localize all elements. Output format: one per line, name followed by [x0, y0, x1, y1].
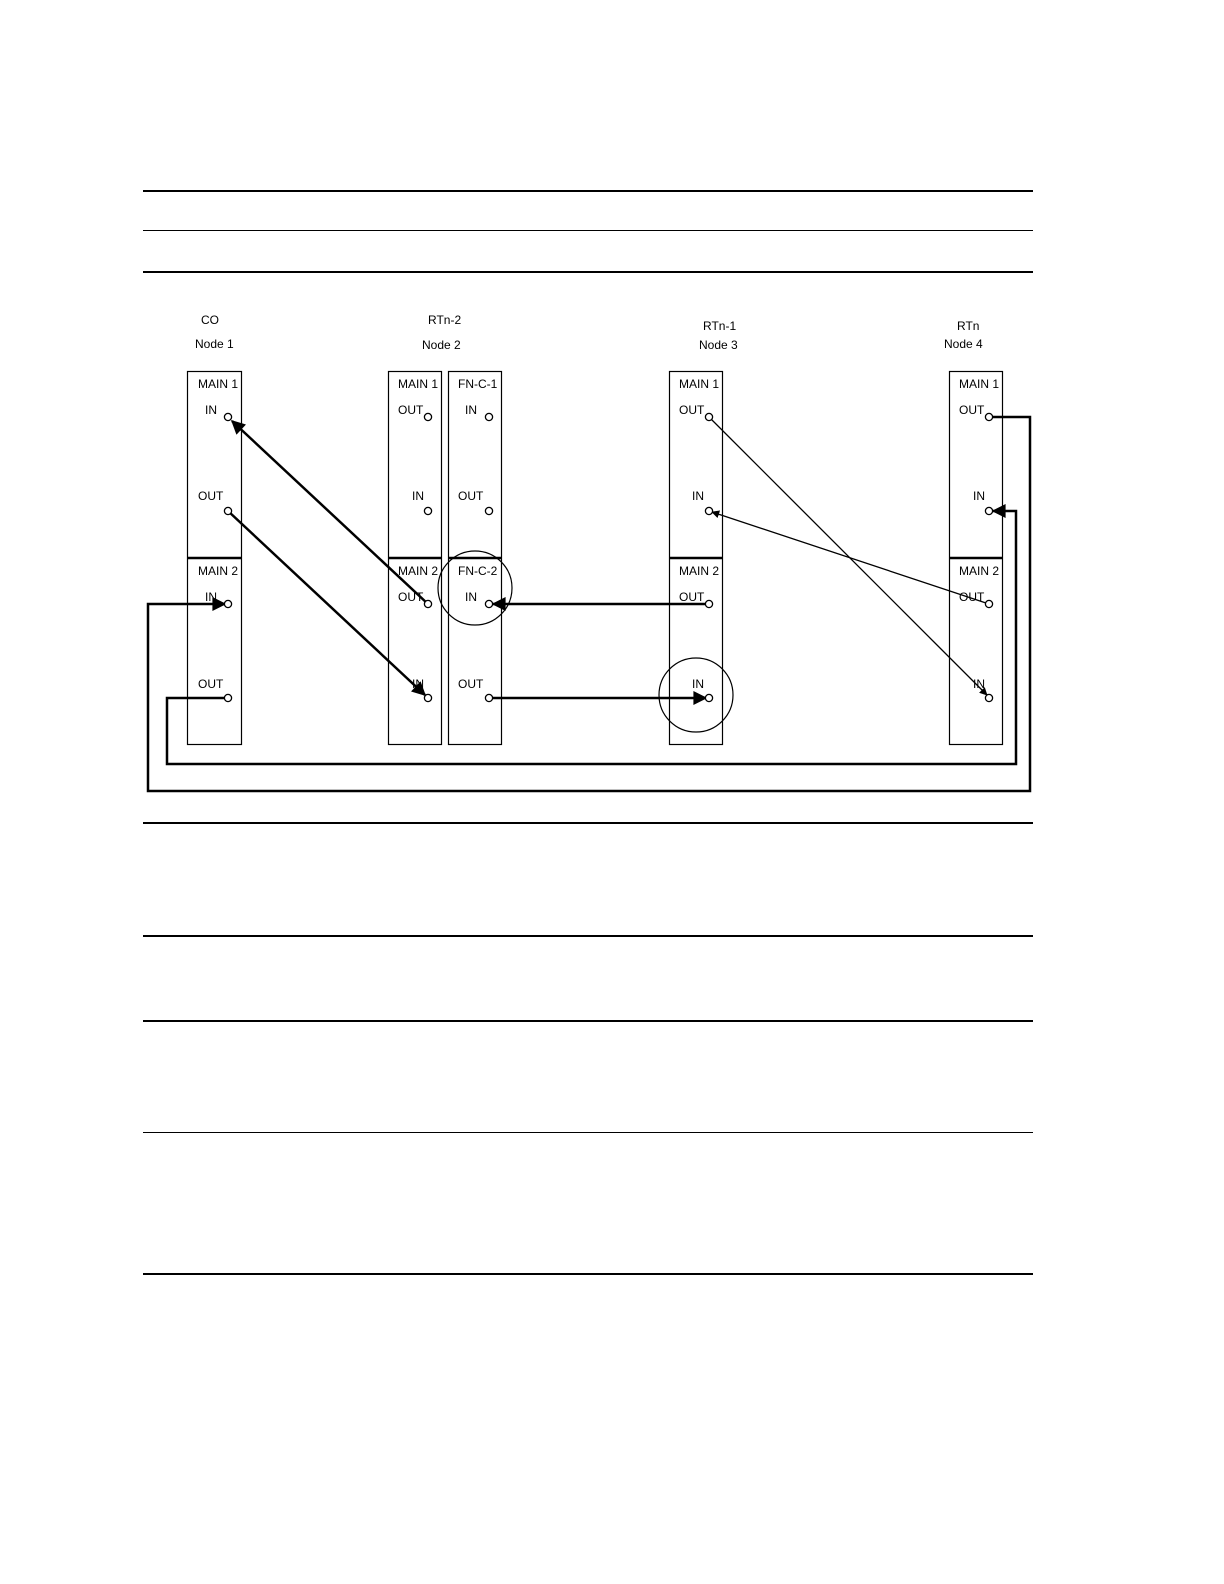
node-4-main1-out-label: OUT [959, 403, 985, 417]
fiber-n3-main1-out-to-n4-main2-in [709, 417, 987, 695]
node-2-fnc1-out-label: OUT [458, 489, 484, 503]
node-2-main2-out-label: OUT [398, 590, 424, 604]
node-2-fnc2-label: FN-C-2 [458, 564, 498, 578]
node-4-main2-out-label: OUT [959, 590, 985, 604]
node-1-main2-label: MAIN 2 [198, 564, 239, 578]
port-n2-fnc2-out [485, 694, 492, 701]
node-2-main1-out-label: OUT [398, 403, 424, 417]
port-n2-fnc1-in [485, 413, 492, 420]
node-3-main1-label: MAIN 1 [679, 377, 720, 391]
node-4-name: RTn [957, 319, 980, 333]
node-2-fnc2-out-label: OUT [458, 677, 484, 691]
node-2-label: Node 2 [422, 338, 461, 352]
node-4-header [944, 319, 983, 351]
node-4-label: Node 4 [944, 337, 983, 351]
port-n2-main1-out [424, 413, 431, 420]
node-4-main2-in-label: IN [973, 677, 985, 691]
node-2-fnc1-in-label: IN [465, 403, 477, 417]
port-n2-main1-in [424, 507, 431, 514]
node-2-main1-in-label: IN [412, 489, 424, 503]
node-1-name: CO [201, 313, 219, 327]
node-3-main1-in-label: IN [692, 489, 704, 503]
node-3-main2-in-label: IN [692, 677, 704, 691]
node-3-header [699, 319, 738, 352]
port-n1-main1-in [224, 413, 231, 420]
port-n4-main2-out [985, 600, 992, 607]
port-n2-fnc2-in [485, 600, 492, 607]
fiber-n1-main2-out-to-n4-main1-in [167, 511, 1016, 764]
port-n2-fnc1-out [485, 507, 492, 514]
port-n3-main1-out [705, 413, 712, 420]
node-1-header [195, 313, 234, 351]
node-4-main2-label: MAIN 2 [959, 564, 1000, 578]
node-3-name: RTn-1 [703, 319, 737, 333]
fiber-n1-main1-out-to-n2-main2-in [228, 511, 425, 695]
port-n4-main1-out [985, 413, 992, 420]
node-3-main2-label: MAIN 2 [679, 564, 720, 578]
node-3-main2-out-label: OUT [679, 590, 705, 604]
node-1-main2-out-label: OUT [198, 677, 224, 691]
port-n3-main2-in [705, 694, 712, 701]
port-n4-main2-in [985, 694, 992, 701]
port-n4-main1-in [985, 507, 992, 514]
fiber-n4-main2-out-to-n3-main1-in [712, 512, 989, 604]
port-n3-main2-out [705, 600, 712, 607]
node-2-fnc1-label: FN-C-1 [458, 377, 498, 391]
port-n2-main2-in [424, 694, 431, 701]
port-n1-main2-in [224, 600, 231, 607]
node-2-name: RTn-2 [428, 313, 462, 327]
fiber-n2-main2-out-to-n1-main1-in [232, 421, 428, 604]
port-n3-main1-in [705, 507, 712, 514]
node-2-header [422, 313, 461, 352]
node-3-label: Node 3 [699, 338, 738, 352]
node-2-fnc2-in-label: IN [465, 590, 477, 604]
node-2-main2-in-label: IN [412, 677, 424, 691]
port-n1-main1-out [224, 507, 231, 514]
node-1-main1-out-label: OUT [198, 489, 224, 503]
node-1-main2-in-label: IN [205, 590, 217, 604]
node-2-main1-label: MAIN 1 [398, 377, 439, 391]
node-1-main1-label: MAIN 1 [198, 377, 239, 391]
node-1-main1-in-label: IN [205, 403, 217, 417]
node-2-main2-label: MAIN 2 [398, 564, 439, 578]
highlight-circle-n2-fnc2-in [438, 551, 512, 625]
port-n2-main2-out [424, 600, 431, 607]
node-4-main1-in-label: IN [973, 489, 985, 503]
port-n1-main2-out [224, 694, 231, 701]
node-1-label: Node 1 [195, 337, 234, 351]
node-3-main1-out-label: OUT [679, 403, 705, 417]
node-4-main1-label: MAIN 1 [959, 377, 1000, 391]
